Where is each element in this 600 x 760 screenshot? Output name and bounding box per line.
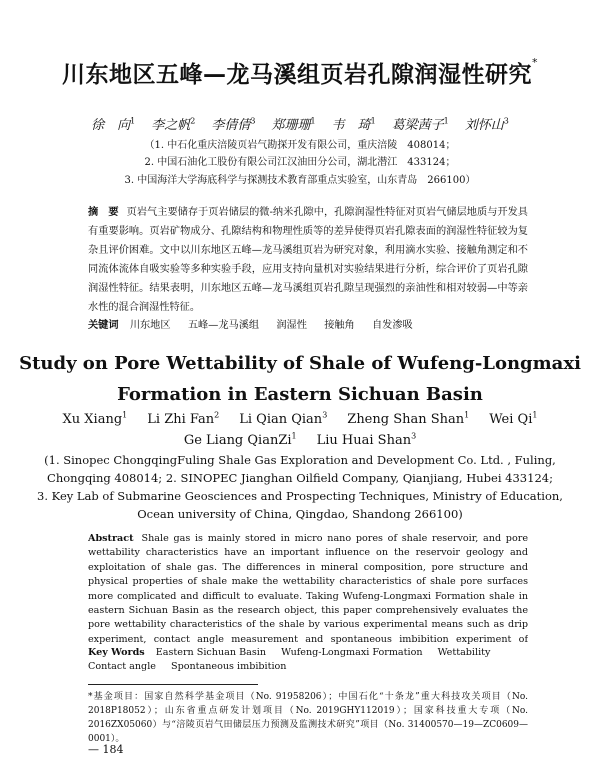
author-name: 郑珊珊$^1$ [271,116,316,133]
keyword-cn: 自发渗吸 [372,320,413,331]
keyword-cn: 润湿性 [276,320,307,331]
footnote: *基金项目：国家自然科学基金项目（No. 91958206）；中国石化“十条龙”重大科技攻关项目（No. 2018P18052）；山东省重点研发计划项目（No. 2019GHY112019）；国家科技重大专项（No. 2016ZX05060）与“涪陵页岩气田储层压力预测及监测技术研究”项目（No. 31400570—19—ZC0609—0001）。 [88,692,528,744]
author-name: Ge Liang QianZi$^1$ [183,432,297,449]
keyword-en: Wettability [437,647,491,658]
author-name: Xu Xiang$^1$ [62,411,128,428]
affiliation-cn-1: （1. 中石化重庆涪陵页岩气勘探开发有限公司，重庆涪陵 408014； [144,140,456,151]
author-affiliation-mark: 3 [503,116,509,126]
authors-en-line-1 [0,411,600,427]
affiliation-en-3: 3. Key Lab of Submarine Geosciences and Prospecting Techniques, Ministry of Education, [37,489,563,503]
footnote-divider [88,684,258,685]
abstract-cn-label: 摘 要 [88,207,119,218]
title-cn-text: 川东地区五峰—龙马溪组页岩孔隙润湿性研究 [62,62,532,88]
author-name: 李之帆$^2$ [151,116,196,133]
author-affiliation-mark: 2 [190,116,196,126]
keywords-en-label: Key Words [88,647,145,658]
affiliation-cn-3: 3. 中国海洋大学海底科学与探测技术教育部重点实验室，山东青岛 266100） [124,175,476,186]
author-name: Zheng Shan Shan$^1$ [347,411,470,428]
keyword-en: Eastern Sichuan Basin [155,647,267,658]
affiliation-en-1: (1. Sinopec ChongqingFuling Shale Gas Exploration and Development Co. Ltd. , Fuling, [44,453,556,467]
author-name: 李倩倩$^3$ [211,116,256,133]
affiliation-en-2: Chongqing 408014; 2. SINOPEC Jianghan Oilfield Company, Qianjiang, Hubei 433124; [47,471,553,485]
author-name: 徐 向$^1$ [91,116,136,133]
author-affiliation-mark: 3 [322,411,328,420]
title-en-line-2: Formation in Eastern Sichuan Basin [117,384,483,405]
author-name: 韦 琦$^1$ [331,116,376,133]
author-affiliation-mark: 1 [532,411,538,420]
keywords-cn-label: 关键词 [88,320,119,331]
abstract-en-text: Shale gas is mainly stored in micro nano pores of shale reservoir, and pore wettability characteristics have an important influence on the reservoir geology and exploitation of shale gas. The differences in mineral composition, pore structure and physical properties of shale make the wettability characteristics of shale pore surfaces more complicated and difficult to evaluate. Taking Wufeng-Longmaxi Formation shale in eastern Sichuan Basin as the research object, this paper comprehensively evaluates the pore wettability characteristics of the shale by various experimental means such as drip experiment, contact angle measurement and spontaneous imbibition experiment of [88,533,528,645]
keyword-cn: 接触角 [324,320,355,331]
keyword-en: Spontaneous imbibition [171,661,287,672]
author-affiliation-mark: 3 [250,116,256,126]
keyword-cn: 川东地区 [129,320,171,331]
author-affiliation-mark: 1 [130,116,136,126]
keyword-en: Wufeng-Longmaxi Formation [281,647,423,658]
author-affiliation-mark: 1 [464,411,470,420]
abstract-cn [88,203,528,315]
author-affiliation-mark: 1 [310,116,316,126]
affiliation-cn-2: 2. 中国石油化工股份有限公司江汉油田分公司，湖北潜江 433124； [144,157,456,168]
page-number: — 184 [88,743,124,756]
author-affiliation-mark: 3 [411,432,417,441]
author-name: 刘怀山$^3$ [464,116,509,133]
author-name: Li Qian Qian$^3$ [239,411,328,428]
keywords-cn [88,316,528,335]
author-name: 葛梁茜子$^1$ [391,116,449,133]
abstract-en [88,532,528,647]
affiliation-en-4: Ocean university of China, Qingdao, Shandong 266100) [137,507,463,521]
title-cn-mark: * [532,56,538,69]
author-name: Li Zhi Fan$^2$ [147,411,220,428]
author-name: Wei Qi$^1$ [489,411,538,428]
title-en-line-1: Study on Pore Wettability of Shale of Wufeng-Longmaxi [19,353,581,374]
abstract-cn-text: 页岩气主要储存于页岩储层的微-纳米孔隙中，孔隙润湿性特征对页岩气储层地质与开发具有重要影响。页岩矿物成分、孔隙结构和物理性质等的差异使得页岩孔隙表面的润湿性特征较为复杂且评价困难。文中以川东地区五峰—龙马溪组页岩为研究对象，利用滴水实验、接触角测定和不同流体流体自吸实验等多种实验手段，应用支持向量机对实验结果进行分析，综合评价了页岩孔隙润湿性特征。结果表明，川东地区五峰—龙马溪组页岩孔隙呈现强烈的亲油性和相对较弱—中等亲水性的混合润湿性特征。 [88,207,528,313]
author-affiliation-mark: 1 [370,116,376,126]
author-affiliation-mark: 2 [214,411,220,420]
keywords-en [88,646,528,674]
author-affiliation-mark: 1 [443,116,449,126]
abstract-en-label: Abstract [88,533,134,544]
authors-cn [0,114,600,133]
keyword-cn: 五峰—龙马溪组 [187,320,260,331]
keyword-en: Contact angle [88,661,156,672]
title-cn [0,56,600,89]
author-affiliation-mark: 1 [291,432,297,441]
author-affiliation-mark: 1 [122,411,128,420]
author-name: Liu Huai Shan$^3$ [316,432,417,449]
authors-en-line-2 [0,432,600,448]
